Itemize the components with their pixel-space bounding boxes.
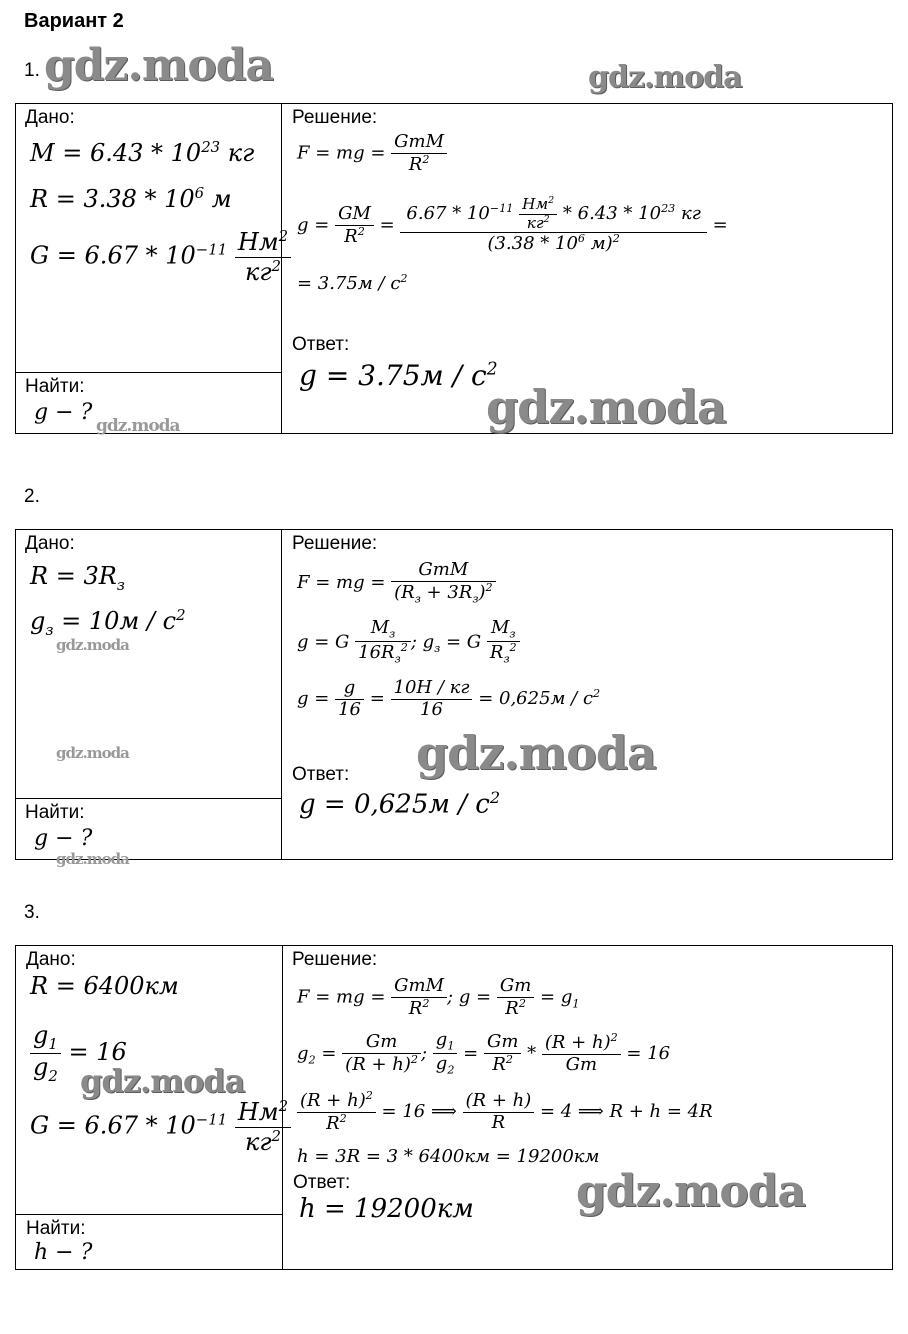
watermark-logo: gdz.moda (486, 380, 726, 434)
given-gravitational-constant: $G = 6.67 * 10^{-11}$ $\frac{Нм^2}{кг^2}$ (30, 228, 291, 286)
table-divider (16, 372, 282, 373)
table-divider (281, 530, 282, 859)
solution-formula-2: g = $\frac{GM}{R^2}$ = $6.67 * 10^{-11}$ $\frac{Нм^2}{кг^2}$ * $6.43 * 10^{23}$ кг ($3.38 * 10^6$ м)$^2$ = (297, 195, 728, 255)
given-gravity-earth: $g_з = 10м / с^2$ (30, 606, 186, 639)
solution-formula-3: = $3.75м / с^2$ (297, 272, 408, 294)
solution-formula-3: $\frac{(R + h)^2}{R^2}$ = 16 ⟹ $\frac{(R + h)}{R}$ = 4 ⟹ R + h = 4R (297, 1090, 713, 1134)
find-value: g − ? (34, 400, 93, 425)
answer-label: Ответ: (293, 1172, 351, 1193)
given-label: Дано: (26, 949, 76, 970)
answer-label: Ответ: (292, 334, 350, 355)
find-value: h − ? (34, 1240, 93, 1265)
problem-3-number: 3. (24, 902, 40, 923)
solution-label: Решение: (292, 533, 378, 554)
problem-1-number: 1. (24, 60, 40, 81)
solution-formula-3: g = $\frac{g}{16}$ = $\frac{10Н / кг}{16}$ = $0,625м / с^2$ (297, 677, 601, 720)
solution-label: Решение: (292, 949, 378, 970)
watermark-logo: gdz.moda (416, 726, 656, 780)
problem-3-table (15, 945, 893, 1270)
watermark-logo: gdz.moda (576, 1166, 806, 1217)
given-gravity-ratio: $\frac{g_1}{g_2}$ = 16 (30, 1022, 127, 1085)
solution-formula-2: $g_2$ = $\frac{Gm}{(R + h)^2}$ ; $\frac{g_1}{g_2}$ = $\frac{Gm}{R^2}$ * $\frac{(R + h)^2}{Gm}$ = 16 (297, 1029, 671, 1078)
find-label: Найти: (25, 376, 85, 397)
given-label: Дано: (25, 107, 75, 128)
table-divider (16, 798, 282, 799)
find-value: g − ? (34, 826, 93, 851)
solution-label: Решение: (292, 107, 378, 128)
find-label: Найти: (25, 802, 85, 823)
problem-2-table (15, 529, 893, 868)
find-label: Найти: (26, 1218, 86, 1239)
given-mass: $M = 6.43 * 10^{23}$ кг (30, 138, 255, 167)
solution-formula-1: F = mg = $\frac{\text{GmM}}{(R_з + 3R_з)^2}$ (297, 560, 496, 606)
problem-1-table (15, 103, 893, 434)
given-radius: $R = 3R_з$ (30, 562, 125, 594)
watermark-logo: gdz.moda (588, 60, 742, 95)
given-radius: R = 6400км (30, 972, 179, 1000)
watermark-logo: gdz.moda (56, 636, 129, 654)
solution-formula-1: F = mg = $\frac{\text{GmM}}{R^2}$ ; g = $\frac{Gm}{R^2}$ = $g_1$ (297, 975, 580, 1019)
given-gravitational-constant: $G = 6.67 * 10^{-11}$ $\frac{Нм^2}{кг^2}$ (30, 1098, 291, 1156)
answer-value: $g = 0,625м / с^2$ (299, 788, 501, 820)
answer-value: h = 19200км (299, 1194, 474, 1224)
problem-2-number: 2. (24, 486, 40, 507)
table-divider (16, 1214, 283, 1215)
watermark-logo: gdz.moda (96, 416, 180, 436)
watermark-logo: gdz.moda (44, 40, 274, 91)
solution-formula-4: h = 3R = 3 * 6400км = 19200км (297, 1146, 600, 1167)
solution-formula-1: F = mg = $\frac{\text{GmM}}{R^2}$ (297, 132, 447, 175)
given-radius: $R = 3.38 * 10^6$ м (30, 184, 232, 213)
page-title: Вариант 2 (24, 10, 124, 32)
watermark-logo: gdz.moda (56, 850, 129, 868)
given-label: Дано: (25, 533, 75, 554)
watermark-logo: gdz.moda (56, 744, 129, 762)
answer-value: $g = 3.75м / с^2$ (299, 359, 498, 392)
solution-formula-2: g = G $\frac{M_з}{16R_з^2}$ ; $g_з = G$ $\frac{M_з}{R_з^2}$ (297, 618, 520, 667)
answer-label: Ответ: (292, 764, 350, 785)
watermark-logo: gdz.moda (80, 1062, 245, 1100)
